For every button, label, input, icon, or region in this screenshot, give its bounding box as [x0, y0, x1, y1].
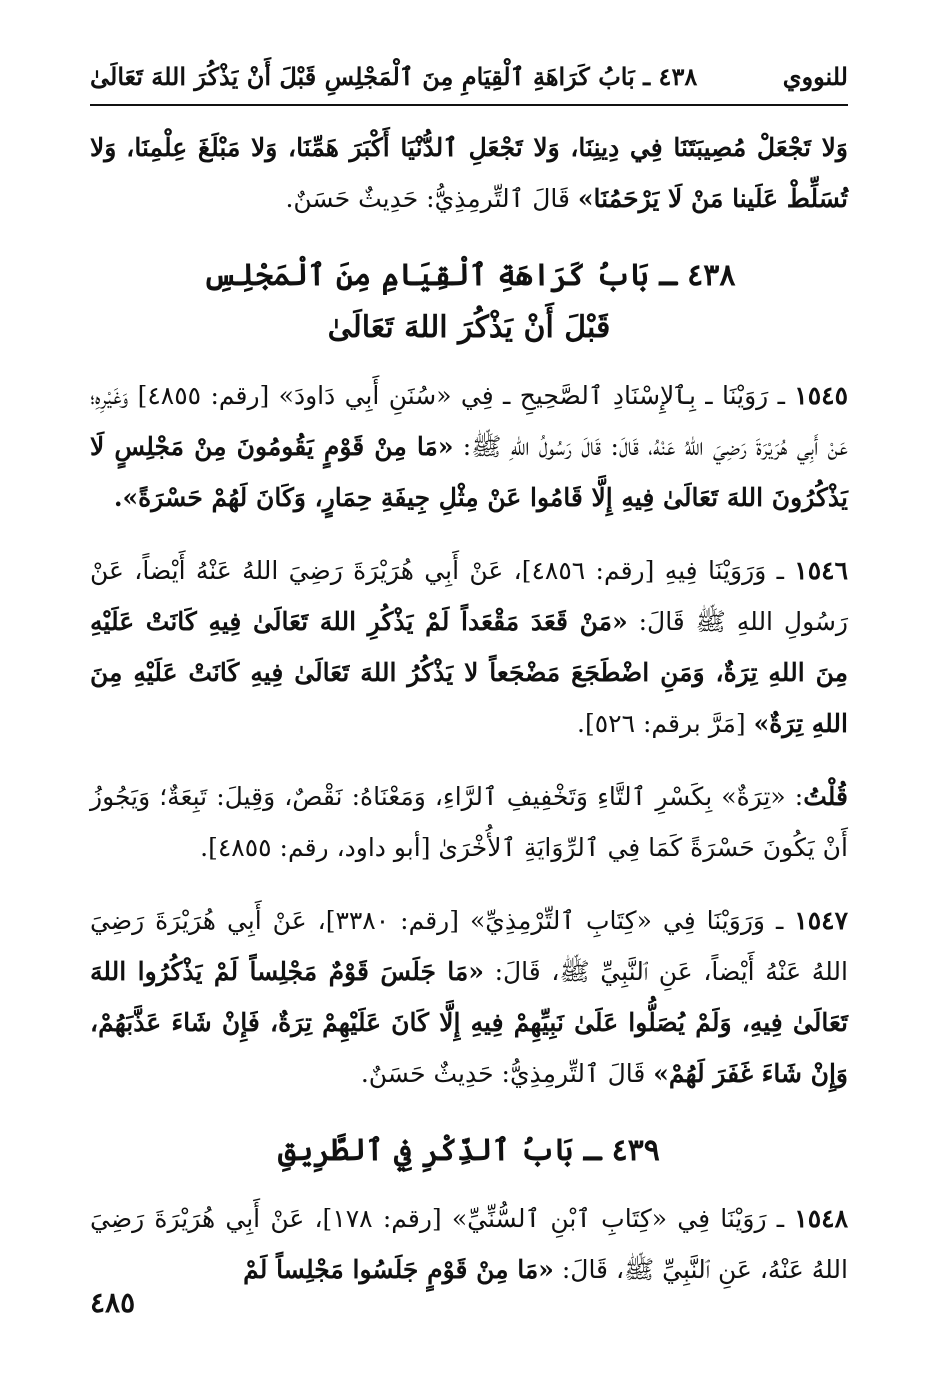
- hadith-number: ١٥٤٦: [794, 556, 848, 585]
- note-text: : «تِرَةٌ» بِكَسْرِ ٱلتَّاءِ وَتَخْفِيفِ ٱلرَّاءِ، وَمَعْنَاهُ: نَقْصٌ، وَقِيلَ: تَبِعَةٌ؛ وَيَجُوزُ أَنْ يَكُونَ حَسْرَةً كَمَا فِي ٱلرِّوَايَةِ ٱلأُخْرَىٰ [أبو داود، رقم: ٤٨٥٥].: [90, 782, 848, 862]
- chapter-439-line1: ٤٣٩ ـ بَابُ ٱلذِّكْرِ فِي ٱلطَّرِيقِ: [278, 1133, 660, 1168]
- hadith-text: «مَا مِنْ قَوْمٍ جَلَسُوا مَجْلِساً لَمْ: [243, 1255, 554, 1284]
- hadith-1548: [90, 1193, 848, 1295]
- hadith-1546: [90, 545, 848, 749]
- chapter-438-line1: ٤٣٨ ـ بَابُ كَرَاهَةِ ٱلْقِيَامِ مِنَ ٱلْمَجْلِسِ: [202, 258, 736, 293]
- page-body: [90, 122, 848, 1295]
- hadith-text: «مَنْ قَعَدَ مَقْعَداً لَمْ يَذْكُرِ اللهَ تَعَالَىٰ فِيهِ كَانَتْ عَلَيْهِ مِنَ اللهِ تِرَةٌ، وَمَنِ اضْطَجَعَ مَضْجَعاً لا يَذْكُرُ اللهَ تَعَالَىٰ فِيهِ كَانَتْ عَلَيْهِ مِنَ اللهِ تِرَةٌ»: [90, 607, 848, 738]
- chapter-heading-438: [90, 250, 848, 354]
- header-chapter-title: ٤٣٨ ـ بَابُ كَرَاهَةِ ٱلْقِيَامِ مِنَ ٱلْمَجْلِسِ قَبْلَ أَنْ يَذْكُرَ اللهَ تَعَالَىٰ: [90, 61, 698, 91]
- intro-line2-normal: قَالَ ٱلتِّرمِذِيُّ: حَدِيثٌ حَسَنٌ.: [285, 184, 578, 213]
- header-author: للنووي: [782, 61, 848, 91]
- hadith-number: ١٥٤٥: [794, 381, 848, 410]
- hadith-text: «مَا مِنْ قَوْمٍ يَقُومُونَ مِنْ مَجْلِسٍ لَا يَذْكُرُونَ اللهَ تَعَالَىٰ فِيهِ إِلَّا قَامُوا عَنْ مِثْلِ جِيفَةِ حِمَارٍ، وَكَانَ لَهُمْ حَسْرَةً».: [90, 432, 848, 512]
- hadith-intro: ـ رَوَيْنَا ـ بِٱلإِسْنَادِ ٱلصَّحِيحِ ـ فِي «سُنَنِ أَبِي دَاودَ» [رقم: ٤٨٥٥] وَغَيْرِهِ؛ عَنْ أَبِي هُرَيْرَةَ رَضِيَ اللهُ عَنْهُ، قَالَ: قَالَ رَسُولُ اللهِ ﷺ:: [90, 381, 848, 461]
- hadith-1545: [90, 370, 848, 523]
- hadith-reference: قَالَ ٱلتِّرمِذِيُّ: حَدِيثٌ حَسَنٌ.: [360, 1059, 654, 1088]
- chapter-heading-439: [90, 1125, 848, 1177]
- hadith-intro: ـ وَرَوَيْنَا فِيهِ [رقم: ٤٨٥٦]، عَنْ أَبِي هُرَيْرَةَ رَضِيَ اللهُ عَنْهُ أَيْضاً، عَنْ رَسُولِ اللهِ ﷺ قَالَ:: [90, 556, 849, 636]
- hadith-text: «مَا جَلَسَ قَوْمٌ مَجْلِساً لَمْ يَذْكُرُوا اللهَ تَعَالَىٰ فِيهِ، وَلَمْ يُصَلُّوا عَلَىٰ نَبِيِّهِمْ فِيهِ إِلَّا كَانَ عَلَيْهِمْ تِرَةٌ، فَإِنْ شَاءَ عَذَّبَهُمْ، وَإِنْ شَاءَ غَفَرَ لَهُمْ»: [90, 957, 848, 1088]
- page-number: ٤٨٥: [90, 1286, 136, 1319]
- chapter-438-line2: قَبْلَ أَنْ يَذْكُرَ اللهَ تَعَالَىٰ: [327, 310, 611, 345]
- running-header: [90, 56, 848, 96]
- hadith-reference: [مَرَّ برقم: ٥٢٦].: [577, 709, 754, 738]
- intro-line1: وَلا تَجْعَلْ مُصِيبَتَنَا فِي دِينِنَا، وَلا تَجْعَلِ ٱلدُّنْيَا أَكْبَرَ هَمِّنَا، وَلا مَبْلَغَ عِلْمِنَا،: [126, 133, 848, 162]
- intro-paragraph: [90, 122, 848, 224]
- author-note: [90, 771, 848, 873]
- hadith-intro: ـ وَرَوَيْنَا فِي «كِتَابِ ٱلتِّرْمِذِيِّ» [رقم: ٣٣٨٠]، عَنْ أَبِي هُرَيْرَةَ رَضِيَ اللهُ عَنْهُ أَيْضاً، عَنِ ٱلنَّبِيِّ ﷺ، قَالَ:: [90, 906, 848, 986]
- intro-line2-bold: وَلا تُسَلِّطْ عَلَينا مَنْ لَا يَرْحَمُنَا»: [90, 133, 848, 213]
- hadith-intro: ـ رَوَيْنَا فِي «كِتَابِ ٱبْنِ ٱلسُّنِّيِّ» [رقم: ١٧٨]، عَنْ أَبِي هُرَيْرَةَ رَضِيَ اللهُ عَنْهُ، عَنِ ٱلنَّبِيِّ ﷺ، قَالَ:: [90, 1204, 848, 1284]
- header-divider: [90, 104, 848, 106]
- hadith-number: ١٥٤٧: [794, 906, 848, 935]
- hadith-1547: [90, 895, 848, 1099]
- hadith-number: ١٥٤٨: [794, 1204, 848, 1233]
- book-page: [90, 48, 848, 1348]
- note-label: قُلْتُ: [803, 782, 848, 811]
